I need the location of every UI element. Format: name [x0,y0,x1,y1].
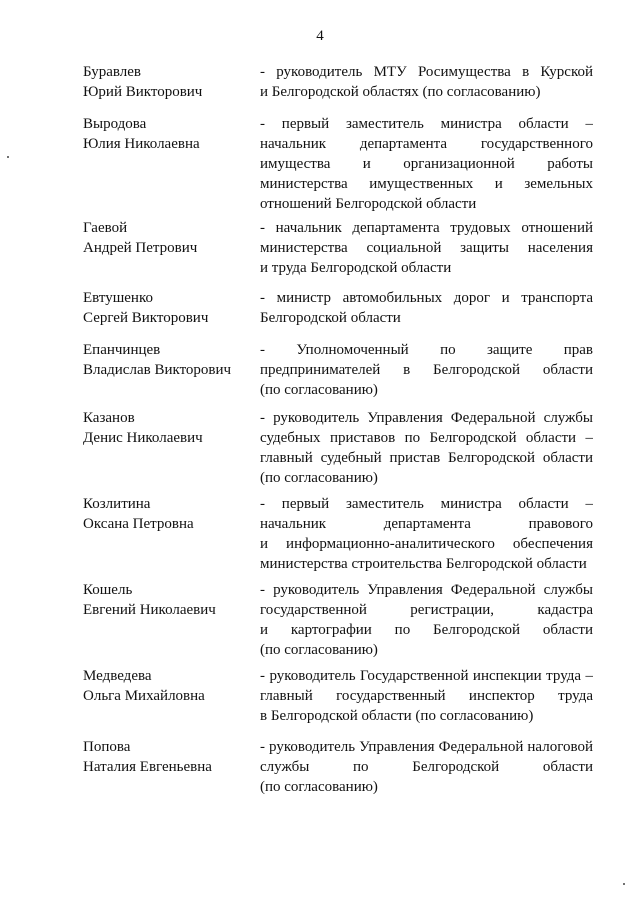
member-given-names: Юлия Николаевна [83,136,200,152]
role-line: и информационно-аналитического обеспечения [260,536,593,552]
role-line: (по согласованию) [260,470,378,486]
role-line: - руководитель Управления Федеральной налоговой [260,739,593,755]
member-given-names: Наталия Евгеньевна [83,759,212,775]
role-line: главный государственный инспектор труда [260,688,593,704]
role-line: министерства социальной защиты населения [260,240,593,256]
role-line: - руководитель МТУ Росимущества в Курской [260,64,593,80]
role-line: (по согласованию) [260,382,378,398]
member-given-names: Денис Николаевич [83,430,203,446]
member-surname: Козлитина [83,496,151,512]
role-line: - Уполномоченный по защите прав [260,342,593,358]
member-role [260,494,593,574]
member-name [83,114,253,154]
member-role [260,737,593,797]
member-role [260,288,593,328]
member-role [260,580,593,660]
member-given-names: Владислав Викторович [83,362,232,378]
role-line: предпринимателей в Белгородской области [260,362,593,378]
member-surname: Попова [83,739,131,755]
member-name [83,737,253,777]
member-name [83,580,253,620]
member-surname: Евтушенко [83,290,153,306]
member-surname: Буравлев [83,64,142,80]
member-role [260,408,593,488]
role-line: имущества и организационной работы [260,156,593,172]
role-line: начальник департамента государственного [260,136,593,152]
role-line: начальник департамента правового [260,516,593,532]
role-line: - руководитель Государственной инспекции труда – [260,668,593,684]
role-line: - начальник департамента трудовых отношений [260,220,593,236]
member-surname: Кошель [83,582,133,598]
member-surname: Выродова [83,116,147,132]
member-name [83,408,253,448]
role-line: - первый заместитель министра области – [260,116,593,132]
role-line: и картографии по Белгородской области [260,622,593,638]
role-line: - руководитель Управления Федеральной службы [260,582,593,598]
member-surname: Гаевой [83,220,128,236]
member-name [83,494,253,534]
member-given-names: Сергей Викторович [83,310,209,326]
role-line: (по согласованию) [260,642,378,658]
role-line: - первый заместитель министра области – [260,496,593,512]
member-given-names: Ольга Михайловна [83,688,205,704]
member-given-names: Оксана Петровна [83,516,194,532]
member-role [260,340,593,400]
role-line: - министр автомобильных дорог и транспорта [260,290,593,306]
role-line: отношений Белгородской области [260,196,477,212]
scan-speck [623,883,625,885]
member-role [260,218,593,278]
member-surname: Медведева [83,668,152,684]
member-role [260,666,593,726]
member-role [260,62,593,102]
member-name [83,340,253,380]
page-number: 4 [316,28,324,44]
role-line: - руководитель Управления Федеральной службы [260,410,593,426]
role-line: Белгородской области [260,310,401,326]
member-given-names: Андрей Петрович [83,240,198,256]
member-name [83,218,253,258]
member-role [260,114,593,214]
role-line: министерства строительства Белгородской области [260,556,587,572]
role-line: государственной регистрации, кадастра [260,602,593,618]
member-surname: Епанчинцев [83,342,161,358]
scan-speck [7,156,9,158]
role-line: и Белгородской областях (по согласованию) [260,84,541,100]
member-name [83,666,253,706]
role-line: главный судебный пристав Белгородской области [260,450,593,466]
role-line: (по согласованию) [260,779,378,795]
role-line: службы по Белгородской области [260,759,593,775]
role-line: министерства имущественных и земельных [260,176,593,192]
member-given-names: Юрий Викторович [83,84,203,100]
member-name [83,62,253,102]
member-name [83,288,253,328]
role-line: и труда Белгородской области [260,260,452,276]
role-line: в Белгородской области (по согласованию) [260,708,534,724]
member-surname: Казанов [83,410,135,426]
member-given-names: Евгений Николаевич [83,602,216,618]
role-line: судебных приставов по Белгородской области – [260,430,593,446]
